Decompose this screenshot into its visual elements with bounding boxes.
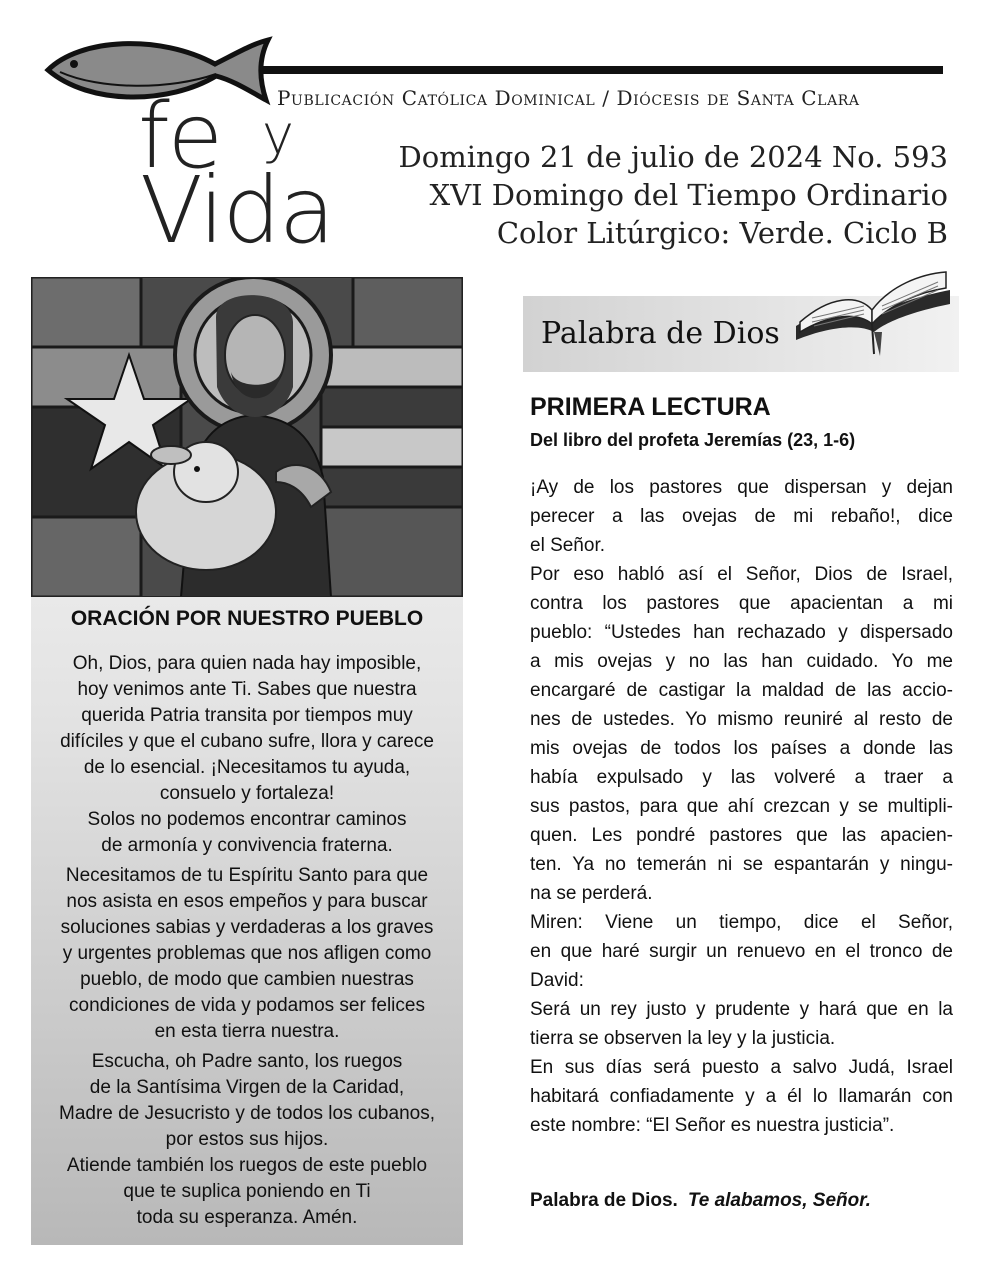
reading-heading: PRIMERA LECTURA [530, 393, 771, 421]
prayer-line: consuelo y fortaleza! [159, 783, 335, 804]
prayer-line: soluciones sabias y verdaderas a los graves [60, 917, 434, 938]
prayer-line: Escucha, oh Padre santo, los ruegos [91, 1051, 403, 1072]
reading-source: Del libro del profeta Jeremías (23, 1-6) [530, 430, 856, 450]
reading-line: perecer a las ovejas de mi rebaño!, dice [530, 506, 953, 527]
prayer-paragraph [31, 1049, 463, 1231]
reading-line: Por eso habló así el Señor, Dios de Israel, [530, 564, 953, 585]
prayer-line: pueblo, de modo que cambien nuestras [80, 969, 414, 990]
reading-line: David: [530, 970, 584, 991]
closing-label: Palabra de Dios. [530, 1190, 678, 1211]
reading-line: el Señor. [530, 535, 605, 556]
prayer-line: toda su esperanza. Amén. [136, 1207, 358, 1228]
reading-line: En sus días será puesto a salvo Judá, Israel [530, 1057, 953, 1078]
reading-line: na se perderá. [530, 883, 653, 904]
prayer-line: Madre de Jesucristo y de todos los cubanos, [59, 1103, 435, 1124]
logo-word-fe: fe [138, 84, 222, 189]
prayer-line: querida Patria transita por tiempos muy [81, 705, 413, 726]
publisher-line: Publicación Católica Dominical / Diócesis de Santa Clara [277, 86, 860, 110]
reading-line: tierra se observen la ley y la justicia. [530, 1028, 836, 1049]
reading-line: mis ovejas de todos los países a donde las [530, 738, 953, 759]
reading-line: sus pastos, para que ahí crezcan y se multipli- [530, 796, 953, 817]
section-title: Palabra de Dios [541, 316, 780, 351]
reading-line: Será un rey justo y prudente y hará que en la [530, 999, 953, 1020]
reading-line: había expulsado y las volveré a traer a [530, 767, 953, 788]
reading-line: a mis ovejas y no las han cuidado. Yo me [530, 651, 953, 672]
prayer-line: Atiende también los ruegos de este pueblo [66, 1155, 428, 1176]
reading-line: este nombre: “El Señor es nuestra justicia”. [530, 1115, 895, 1136]
prayer-line: por estos sus hijos. [165, 1129, 329, 1150]
prayer-line: Oh, Dios, para quien nada hay imposible, [72, 653, 422, 674]
prayer-line: y urgentes problemas que nos afligen como [62, 943, 432, 964]
prayer-line: en esta tierra nuestra. [154, 1021, 340, 1042]
prayer-line: que te suplica poniendo en Ti [123, 1181, 371, 1202]
issue-date-number: Domingo 21 de julio de 2024 No. 593 [398, 140, 948, 174]
reading-line: pueblo: “Ustedes han rechazado y dispersado [530, 622, 953, 643]
reading-body [530, 473, 953, 1140]
prayer-line: de lo esencial. ¡Necesitamos tu ayuda, [83, 757, 411, 778]
prayer-line: Necesitamos de tu Espíritu Santo para que [65, 865, 429, 886]
prayer-line: difíciles y que el cubano sufre, llora y carece [60, 731, 434, 752]
prayer-line: condiciones de vida y podamos ser felices [69, 995, 425, 1016]
header-rule [260, 66, 943, 74]
stained-glass-jesus-lamb-image [31, 277, 463, 597]
prayer-line: hoy venimos ante Ti. Sabes que nuestra [77, 679, 417, 700]
prayer-paragraph [31, 651, 463, 859]
prayer-line: nos asista en esos empeños y para buscar [66, 891, 428, 912]
logo-word-y: y [262, 103, 294, 166]
logo-word-vida: Vida [140, 157, 334, 264]
reading-line: habitará confiadamente y a él lo llamarán con [530, 1086, 953, 1107]
reading-line: encargaré de castigar la maldad de las accio- [530, 680, 953, 701]
reading-line: nes de ustedes. Yo mismo reuniré al resto de [530, 709, 953, 730]
prayer-line: Solos no podemos encontrar caminos [87, 809, 407, 830]
closing-response: Te alabamos, Señor. [687, 1190, 871, 1211]
prayer-line: de armonía y convivencia fraterna. [101, 835, 393, 856]
reading-line: Miren: Viene un tiempo, dice el Señor, [530, 912, 953, 933]
reading-line: en que haré surgir un renuevo en el tronco de [530, 941, 953, 962]
open-bible-icon [790, 266, 955, 358]
closing-acclamation [530, 1190, 871, 1212]
reading-line: ¡Ay de los pastores que dispersan y dejan [530, 477, 953, 498]
reading-line: ten. Ya no temerán ni se espantarán y ningu- [530, 854, 953, 875]
liturgical-sunday: XVI Domingo del Tiempo Ordinario [429, 178, 948, 212]
prayer-title: ORACIÓN POR NUESTRO PUEBLO [70, 607, 424, 630]
reading-line: quen. Les pondré pastores que las apacien- [530, 825, 953, 846]
liturgical-color: Color Litúrgico: Verde. Ciclo B [496, 216, 948, 250]
reading-line: contra los pastores que apacientan a mi [530, 593, 953, 614]
prayer-paragraph [31, 863, 463, 1045]
prayer-line: de la Santísima Virgen de la Caridad, [89, 1077, 405, 1098]
